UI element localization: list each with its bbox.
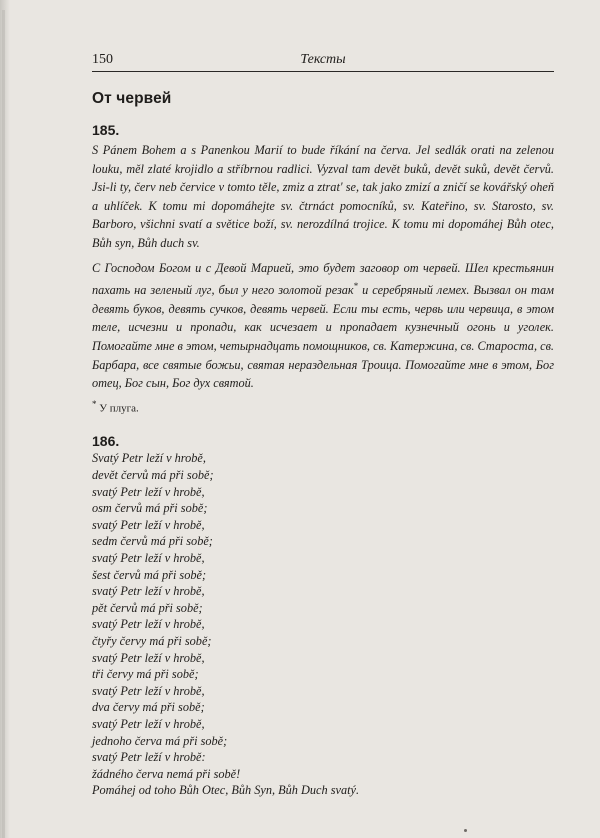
section-title: От червей bbox=[92, 90, 172, 107]
verse-line: svatý Petr leží v hrobě, bbox=[92, 617, 205, 632]
verse-line: svatý Petr leží v hrobě, bbox=[92, 650, 205, 665]
verse-line: svatý Petr leží v hrobě, bbox=[92, 584, 205, 599]
verse-line: svatý Petr leží v hrobě, bbox=[92, 683, 205, 698]
verse-line: pět červů má při sobě; bbox=[92, 600, 203, 615]
verse-line: Svatý Petr leží v hrobě, bbox=[92, 451, 206, 466]
verse-line: svatý Petr leží v hrobě, bbox=[92, 716, 205, 731]
verse-line: devět červů má při sobě; bbox=[92, 468, 214, 483]
entry-185-number: 185. bbox=[92, 122, 120, 138]
verse-line: osm červů má při sobě; bbox=[92, 501, 208, 516]
running-title: Тексты bbox=[300, 52, 346, 67]
footnote-reference: * bbox=[353, 281, 359, 292]
verse-line: Pomáhej od toho Bůh Otec, Bůh Syn, Bůh Duch svatý. bbox=[92, 783, 360, 798]
verse-line: svatý Petr leží v hrobě: bbox=[92, 750, 206, 765]
verse-line: sedm červů má při sobě; bbox=[92, 534, 213, 549]
verse-line: svatý Petr leží v hrobě, bbox=[92, 517, 205, 532]
scan-speck bbox=[464, 829, 467, 832]
verse-line: svatý Petr leží v hrobě, bbox=[92, 484, 205, 499]
entry-185-czech-text: S Pánem Bohem a s Panenkou Marií to bude říkání na červa. Jel sedlák orati na zelenou louku, měl zlaté krojidlo a stříbrnou radlici. Vyzval tam devět buků, devět suků, devět červů. Jsi-li ty, červ neb červice v tomto těle, zmiz a ztrat' se, tak jako zmizí a zničí se kovářský oheň a uhlíček. K tomu mi dopomáhejte sv. čtrnáct pomocníků, sv. Kateřino, sv. Starosto, sv. Barboro, všichni svatí a světice boží, sv. nerozdílná trojice. K tomu mi dopomáhej Bůh otec, Bůh syn, Bůh duch sv. bbox=[92, 143, 554, 250]
entry-185-russian-text bbox=[92, 259, 554, 393]
footnote-mark: * bbox=[92, 398, 97, 409]
entry-186-number: 186. bbox=[92, 433, 120, 450]
verse-line: dva červy má při sobě; bbox=[92, 700, 205, 715]
russian-text-part1: С Господом Богом и с Девой Марией, это будет заговор от червей. Шел крестьянин пахать на зеленый луг, был у него золотой резак bbox=[92, 260, 554, 298]
binding-shadow bbox=[2, 10, 5, 838]
russian-text-part2: и серебряный лемех. Вызвал он там девять буков, девять сучков, девять червей. Если ты есть, червь или червица, в этом теле, исчезни и пропади, как исчезает и пропадает кузнечный огонь и уголек. Помогайте мне в этом, четырнадцать помощников, св. Катержина, св. Староста, св. Барбара, все святые божьи, святая нераздельная Троица. Помогайте мне в этом, Бог отец, Бог сын, Бог дух святой. bbox=[92, 283, 554, 391]
verse-line: jednoho červa má při sobě; bbox=[92, 733, 228, 748]
page-number: 150 bbox=[92, 52, 113, 67]
footnote-text: У плуга. bbox=[99, 402, 139, 415]
footnote bbox=[92, 397, 554, 416]
verse-line: svatý Petr leží v hrobě, bbox=[92, 551, 205, 566]
verse-line: čtyřy červy má při sobě; bbox=[92, 634, 212, 648]
verse-line: žádného červa nemá při sobě! bbox=[92, 766, 241, 781]
page-header bbox=[92, 48, 554, 72]
verse-line: šest červů má při sobě; bbox=[92, 567, 207, 582]
book-page bbox=[92, 48, 554, 799]
verse-line: tři červy má při sobě; bbox=[92, 667, 199, 682]
entry-186-verse bbox=[92, 450, 554, 798]
